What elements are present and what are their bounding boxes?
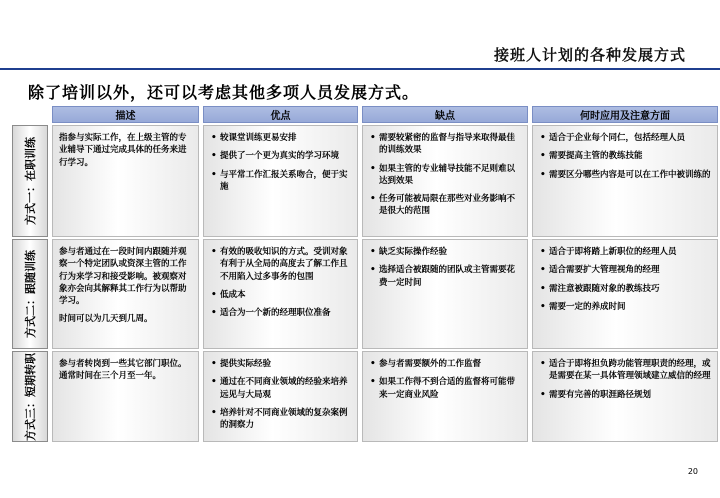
bullet-item: • 有效的吸收知识的方式。受训对象有利于从全局的高度去了解工作且不用陷入过多事务的包围: [210, 246, 351, 283]
bullet-item: • 任务可能被局限在那些对业务影响不是很大的范围: [369, 193, 521, 218]
development-methods-table: [12, 106, 710, 442]
header-description: 描述: [52, 106, 199, 123]
header-cons: 缺点: [362, 106, 528, 123]
bullet-item: • 低成本: [210, 289, 351, 301]
bullet-item: • 适合为一个新的经理职位准备: [210, 307, 351, 319]
bullet-item: • 需要提高主管的教练技能: [539, 150, 711, 162]
table-corner: [12, 106, 48, 123]
bullet-item: • 适合于即将踏上新职位的经理人员: [539, 246, 711, 258]
description-text: 参与者转岗到一些其它部门职位。通常时间在三个月至一年。: [59, 359, 187, 382]
bullet-item: • 通过在不同商业领域的经验来培养远见与大局观: [210, 376, 351, 401]
method-label: [12, 351, 48, 442]
pros-cell: [203, 125, 358, 237]
pros-cell: [203, 351, 358, 442]
bullet-item: • 需要较紧密的监督与指导来取得最佳的训练效果: [369, 132, 521, 157]
bullet-item: • 适合于企业每个同仁，包括经理人员: [539, 132, 711, 144]
description-text: 时间可以为几天到几周。: [59, 314, 153, 325]
page-title: 接班人计划的各种发展方式: [493, 46, 686, 64]
bullet-item: • 适合需要扩大管理视角的经理: [539, 264, 711, 276]
cons-cell: [362, 239, 528, 349]
bullet-item: • 需要一定的养成时间: [539, 301, 711, 313]
bullet-list: [369, 132, 521, 218]
page-number: 20: [687, 467, 698, 476]
bullet-item: • 如果主管的专业辅导技能不足则难以达到效果: [369, 163, 521, 188]
header-when-to-apply: 何时应用及注意方面: [532, 106, 718, 123]
description-cell: [52, 125, 199, 237]
method-label-text: 方式二：跟随训练: [24, 250, 37, 338]
when-to-apply-cell: [532, 239, 718, 349]
page-subtitle: 除了培训以外，还可以考虑其他多项人员发展方式。: [28, 83, 420, 102]
description-text: 参与者通过在一段时间内跟随并观察一个特定团队或资深主管的工作行为来学习和接受影响。被观察对象亦会向其解释其工作行为以帮助学习。: [59, 247, 187, 307]
method-label: [12, 125, 48, 237]
method-label-text: 方式一：在职训练: [24, 137, 37, 225]
bullet-list: [210, 246, 351, 319]
pros-cell: [203, 239, 358, 349]
bullet-item: • 与平常工作汇报关系吻合，便于实施: [210, 169, 351, 194]
bullet-list: [369, 358, 521, 401]
header-pros: 优点: [203, 106, 358, 123]
bullet-item: • 如果工作得不到合适的监督将可能带来一定商业风险: [369, 376, 521, 401]
cons-cell: [362, 351, 528, 442]
bullet-list: [210, 132, 351, 193]
description-cell: [52, 351, 199, 442]
bullet-item: • 较课堂训练更易安排: [210, 132, 351, 144]
method-label: [12, 239, 48, 349]
bullet-item: • 培养针对不同商业领域的复杂案例的洞察力: [210, 407, 351, 432]
bullet-item: • 需要区分哪些内容是可以在工作中被训练的: [539, 169, 711, 181]
bullet-list: [369, 246, 521, 289]
bullet-item: • 缺乏实际操作经验: [369, 246, 521, 258]
when-to-apply-cell: [532, 351, 718, 442]
bullet-list: [539, 132, 711, 181]
bullet-item: • 选择适合被跟随的团队或主管需要花费一定时间: [369, 264, 521, 289]
bullet-item: • 需要有完善的职涯路径规划: [539, 389, 711, 401]
cons-cell: [362, 125, 528, 237]
title-divider: [0, 68, 720, 70]
bullet-item: • 需注意被跟随对象的教练技巧: [539, 283, 711, 295]
bullet-list: [539, 358, 711, 401]
when-to-apply-cell: [532, 125, 718, 237]
bullet-item: • 适合于即将担负跨功能管理职责的经理，或是需要在某一具体管理领域建立威信的经理: [539, 358, 711, 383]
bullet-item: • 提供实际经验: [210, 358, 351, 370]
description-text: 指参与实际工作，在上级主管的专业辅导下通过完成具体的任务来进行学习。: [59, 133, 187, 168]
bullet-item: • 提供了一个更为真实的学习环境: [210, 150, 351, 162]
bullet-list: [210, 358, 351, 431]
bullet-list: [539, 246, 711, 313]
bullet-item: • 参与者需要额外的工作监督: [369, 358, 521, 370]
method-label-text: 方式三：短期转职: [24, 352, 37, 441]
description-cell: [52, 239, 199, 349]
